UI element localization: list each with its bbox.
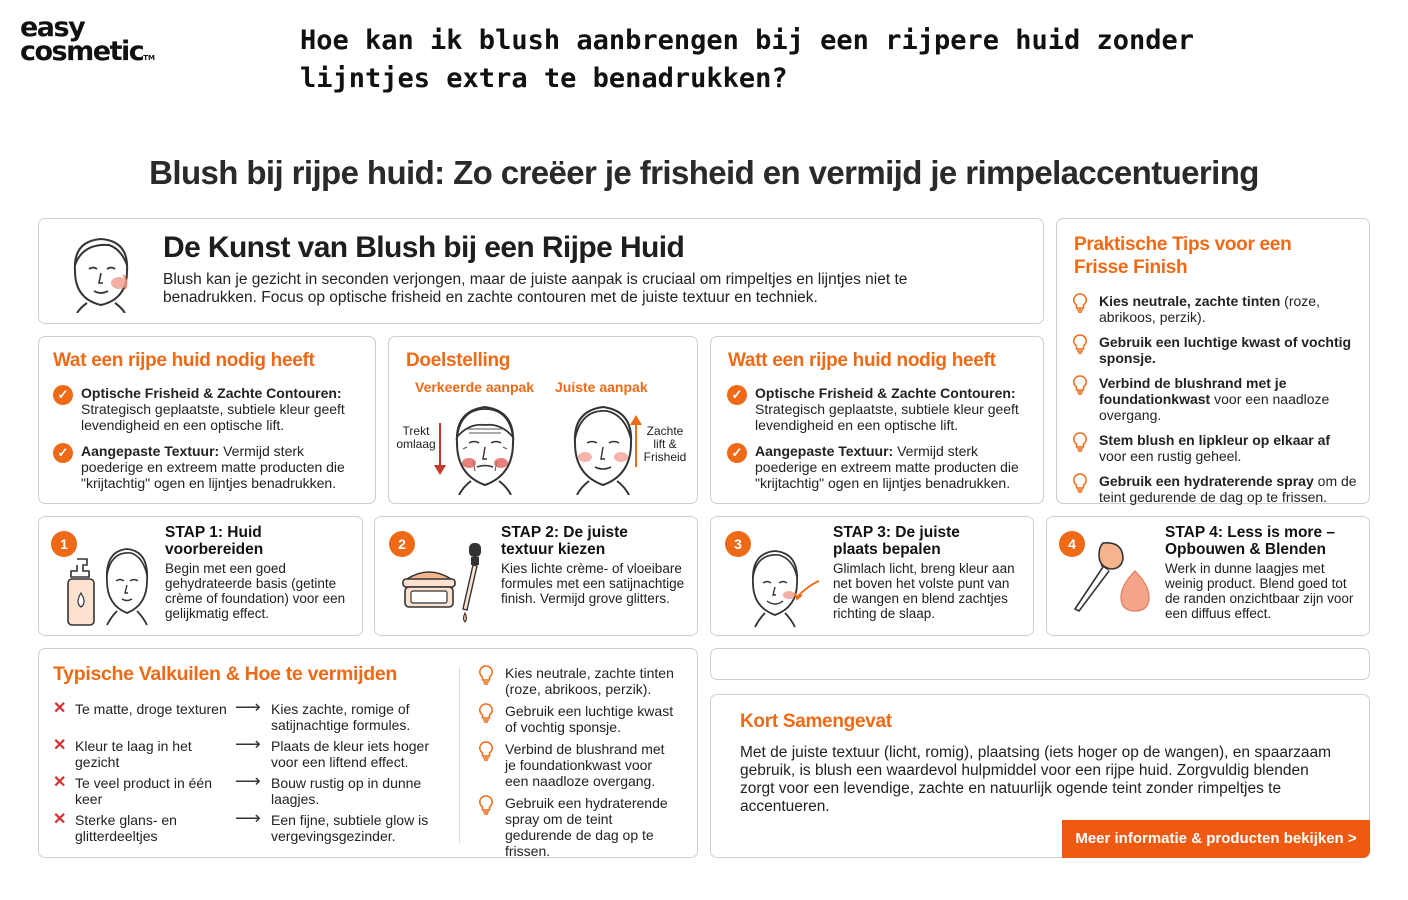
question-heading: Hoe kan ik blush aanbrengen bij een rijpere huid zonder lijntjes extra te benadrukken? [300, 25, 1195, 94]
tip-text: Gebruik een luchtige kwast of vochtig sponsje. [505, 703, 674, 735]
needs-heading: Wat een rijpe huid nodig heeft [53, 350, 315, 371]
tip-bold: Stem blush en lipkleur op elkaar af [1099, 432, 1331, 448]
bulb-icon [479, 703, 493, 723]
tip-text: Verbind de blushrand met je foundationkwast voor een naadloze overgang. [505, 741, 665, 789]
tip-item [479, 741, 679, 789]
intro-card [38, 218, 1044, 324]
tip-text: Kies neutrale, zachte tinten (roze, abrikoos, perzik). [505, 665, 674, 697]
needs-item [53, 443, 369, 491]
pitfall-bad: Sterke glans- en glitterdeeltjes [75, 812, 177, 844]
step-number: 2 [389, 531, 415, 557]
needs-card-left [38, 336, 376, 504]
tip-item [1073, 375, 1357, 423]
step-text: Begin met een goed gehydrateerde basis (getinte crème of foundation) voor een gelijkmatig effect. [165, 561, 346, 621]
step-card-4 [1046, 516, 1370, 636]
cream-jar-icon [399, 561, 459, 611]
step-title: STAP 2: De juiste textuur kiezen [501, 524, 628, 558]
face-icon [63, 231, 141, 313]
sponge-icon [1115, 567, 1155, 615]
pitfall-row [53, 808, 463, 848]
summary-heading: Kort Samengevat [740, 711, 892, 732]
face-aged-icon [447, 399, 523, 495]
summary-text: Met de juiste textuur (licht, romig), plaatsing (iets hoger op de wangen), en spaarzaam gebruik, is blush een waardevol hulpmiddel voor een rijpe huid. Zorgvuldig blenden zorgt voor een levendige, zachte en natuurlijk ogende teint zonder rimpeltjes te accentueren. [740, 744, 1332, 815]
tip-item [479, 703, 679, 735]
empty-card [710, 648, 1370, 680]
needs-item [727, 385, 1039, 433]
tip-item [1073, 334, 1357, 366]
needs-card-right [710, 336, 1044, 504]
page-title: Blush bij rijpe huid: Zo creëer je frisheid en vermijd je rimpelaccentuering [149, 154, 1259, 191]
check-icon: ✓ [53, 443, 73, 463]
step-number: 4 [1059, 531, 1085, 557]
pitfall-bad: Kleur te laag in het gezicht [75, 738, 192, 770]
step-title: STAP 1: Huid voorbereiden [165, 524, 264, 558]
cross-icon: ✕ [53, 774, 67, 791]
bulb-icon [479, 741, 493, 761]
logo-tm: TM [143, 54, 155, 62]
bulb-icon [1073, 432, 1087, 452]
divider [459, 667, 460, 843]
tip-rest: voor een rustig geheel. [1099, 448, 1242, 464]
needs-item [53, 385, 369, 433]
needs-bold: Aangepaste Textuur: [755, 443, 894, 459]
bulb-icon [1073, 473, 1087, 493]
pitfalls-tips [479, 665, 679, 865]
tip-text: Gebruik een hydraterende spray om de teint gedurende de dag op te frissen. [505, 795, 668, 859]
arrow-right-icon: ⟶ [235, 808, 261, 828]
logo-word: cosmetic [20, 36, 144, 67]
arrow-right-icon: ⟶ [235, 771, 261, 791]
tip-bold: Verbind de blushrand met je foundationkwast [1099, 375, 1287, 407]
tip-item [1073, 473, 1357, 505]
tip-rest: om de teint gedurende de dag op te frissen. [1099, 473, 1357, 505]
tip-item [1073, 432, 1357, 464]
wrong-label: Verkeerde aanpak [415, 379, 535, 395]
pitfall-row [53, 697, 463, 737]
tip-bold: Gebruik een hydraterende spray [1099, 473, 1314, 489]
pitfall-bad: Te veel product in één keer [75, 775, 212, 807]
needs-heading: Watt een rijpe huid nodig heeft [728, 350, 996, 371]
step-title: STAP 4: Less is more – Opbouwen & Blenden [1165, 524, 1336, 558]
up-label: Zachte lift & Frisheid [643, 424, 687, 464]
check-icon: ✓ [53, 385, 73, 405]
bulb-icon [479, 665, 493, 685]
step-number: 3 [725, 531, 751, 557]
needs-rest: Strategisch geplaatste, subtiele kleur geeft levendigheid en een optische lift. [755, 401, 1019, 433]
needs-bold: Optische Frisheid & Zachte Contouren: [755, 385, 1016, 401]
tip-rest: (roze, abrikoos, perzik). [1099, 293, 1320, 325]
face-icon [99, 543, 155, 627]
pitfalls-heading: Typische Valkuilen & Hoe te vermijden [53, 663, 397, 685]
bulb-icon [1073, 293, 1087, 313]
bulb-icon [1073, 375, 1087, 395]
tip-bold: Kies neutrale, zachte tinten [1099, 293, 1281, 309]
pitfalls-card [38, 648, 698, 858]
cross-icon: ✕ [53, 811, 67, 828]
tips-card [1056, 218, 1370, 504]
step-card-3 [710, 516, 1034, 636]
goal-heading: Doelstelling [406, 350, 511, 371]
check-icon: ✓ [727, 443, 747, 463]
pitfall-row [53, 771, 463, 811]
intro-text: Blush kan je gezicht in seconden verjongen, maar de juiste aanpak is cruciaal om rimpeltjes en lijntjes niet te benadrukken. Focus op optische frisheid en zachte contouren met de juiste textuur en techniek. [163, 271, 908, 306]
needs-list [727, 385, 1039, 501]
needs-rest: Strategisch geplaatste, subtiele kleur geeft levendigheid en een optische lift. [81, 401, 345, 433]
pitfall-good: Kies zachte, romige of satijnachtige formules. [271, 701, 411, 733]
right-label: Juiste aanpak [555, 379, 648, 395]
bulb-icon [1073, 334, 1087, 354]
tips-list [1073, 293, 1357, 514]
pitfall-good: Plaats de kleur iets hoger voor een liftend effect. [271, 738, 429, 770]
step-text: Glimlach licht, breng kleur aan net boven het volste punt van de wangen en blend zachtjes richting de slaap. [833, 561, 1015, 621]
dropper-icon [455, 541, 489, 627]
bottle-icon [65, 557, 97, 627]
logo-line1: easy [20, 12, 85, 43]
pitfall-row [53, 734, 463, 774]
pitfall-good: Bouw rustig op in dunne laagjes. [271, 775, 422, 807]
step-text: Werk in dunne laagjes met weinig product. Blend goed tot de randen onzichtbaar zijn voor een diffuus effect. [1165, 561, 1354, 621]
check-icon: ✓ [727, 385, 747, 405]
step-card-2 [374, 516, 698, 636]
arrow-right-icon: ⟶ [235, 697, 261, 717]
bulb-icon [479, 795, 493, 815]
needs-rest: Vermijd sterk poederige en extreem matte producten die "krijtachtig" ogen en lijntjes benadrukken. [755, 443, 1019, 491]
goal-card [388, 336, 698, 504]
down-label: Trekt omlaag [396, 424, 436, 451]
needs-bold: Optische Frisheid & Zachte Contouren: [81, 385, 342, 401]
step-title: STAP 3: De juiste plaats bepalen [833, 524, 960, 558]
brand-logo [20, 12, 155, 67]
tip-bold: Gebruik een luchtige kwast of vochtig sponsje. [1099, 334, 1352, 366]
arrow-right-icon: ⟶ [235, 734, 261, 754]
tips-heading: Praktische Tips voor een Frisse Finish [1074, 234, 1292, 278]
tip-item [479, 665, 679, 697]
more-info-button[interactable]: Meer informatie & producten bekijken > [1062, 820, 1370, 858]
step-text: Kies lichte crème- of vloeibare formules met een satijnachtige finish. Vermijd grove glitters. [501, 561, 685, 606]
step-number: 1 [51, 531, 77, 557]
face-smile-icon [745, 543, 825, 631]
tip-item [1073, 293, 1357, 325]
pitfall-bad: Te matte, droge texturen [75, 701, 227, 717]
arrow-down-icon [433, 421, 447, 477]
needs-rest: Vermijd sterk poederige en extreem matte producten die "krijtachtig" ogen en lijntjes benadrukken. [81, 443, 345, 491]
pitfall-good: Een fijne, subtiele glow is vergevingsgezinder. [271, 812, 429, 844]
intro-heading: De Kunst van Blush bij een Rijpe Huid [163, 231, 685, 264]
cross-icon: ✕ [53, 700, 67, 717]
tip-rest: voor een naadloze overgang. [1099, 391, 1330, 423]
tip-item [479, 795, 679, 859]
step-card-1 [38, 516, 363, 636]
needs-bold: Aangepaste Textuur: [81, 443, 220, 459]
needs-item [727, 443, 1039, 491]
cross-icon: ✕ [53, 737, 67, 754]
logo-line2 [20, 36, 155, 67]
needs-list [53, 385, 369, 501]
